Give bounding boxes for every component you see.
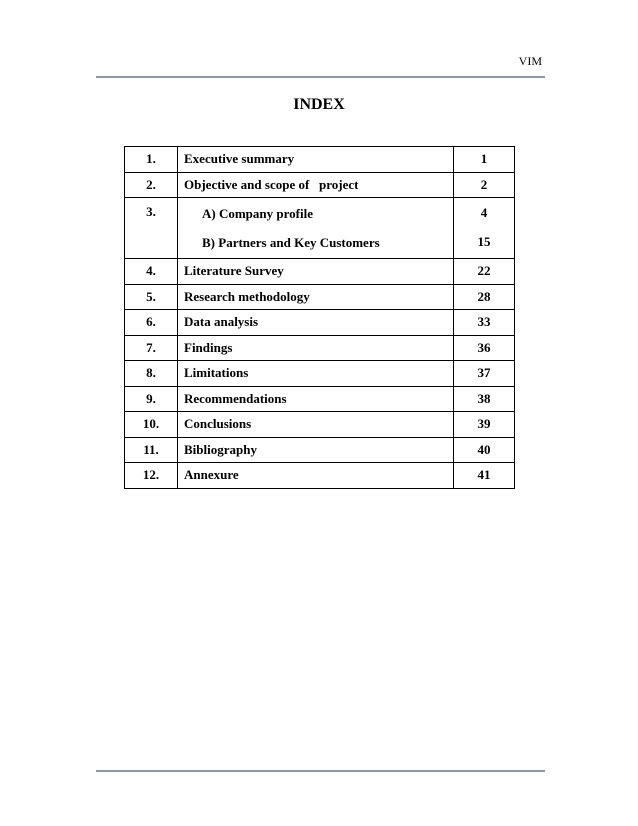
- row-page: 36: [454, 335, 515, 361]
- row-number: 2.: [125, 172, 178, 198]
- row-page: 37: [454, 361, 515, 387]
- row-topic: Findings: [178, 335, 454, 361]
- table-row: [125, 198, 515, 259]
- row-number: 7.: [125, 335, 178, 361]
- row-topic-text: Objective and scope of project: [184, 176, 359, 192]
- sub-topic: A) Company profile: [202, 206, 313, 221]
- sub-page: 4: [480, 205, 488, 220]
- table-row: [125, 147, 515, 173]
- row-topic: Executive summary: [178, 147, 454, 173]
- row-number: 9.: [125, 386, 178, 412]
- row-page: [454, 198, 515, 259]
- table-row: [125, 386, 515, 412]
- table-row: [125, 310, 515, 336]
- row-number: 6.: [125, 310, 178, 336]
- row-number: 1.: [125, 147, 178, 173]
- table-row: [125, 361, 515, 387]
- row-number: 12.: [125, 463, 178, 489]
- row-topic: Conclusions: [178, 412, 454, 438]
- row-page: 1: [454, 147, 515, 173]
- table-row: [125, 172, 515, 198]
- header-text: VIM: [518, 54, 542, 68]
- row-topic: Bibliography: [178, 437, 454, 463]
- row-topic: Research methodology: [178, 284, 454, 310]
- row-page: 38: [454, 386, 515, 412]
- row-topic: Limitations: [178, 361, 454, 387]
- row-page: 22: [454, 259, 515, 285]
- row-topic: [178, 198, 454, 259]
- table-row: [125, 463, 515, 489]
- row-page: 40: [454, 437, 515, 463]
- row-page: 2: [454, 172, 515, 198]
- row-topic: [178, 172, 454, 198]
- row-number: 4.: [125, 259, 178, 285]
- row-topic: Data analysis: [178, 310, 454, 336]
- table-row: [125, 259, 515, 285]
- row-number: 3.: [125, 198, 178, 259]
- table-row: [125, 284, 515, 310]
- row-page: 39: [454, 412, 515, 438]
- row-number: 10.: [125, 412, 178, 438]
- row-number: 5.: [125, 284, 178, 310]
- table-row: [125, 412, 515, 438]
- row-topic: Literature Survey: [178, 259, 454, 285]
- sub-topic: B) Partners and Key Customers: [202, 235, 380, 250]
- page-title: [0, 96, 638, 114]
- row-topic: Annexure: [178, 463, 454, 489]
- row-page: 28: [454, 284, 515, 310]
- page-title-text: INDEX: [293, 96, 345, 113]
- row-topic: Recommendations: [178, 386, 454, 412]
- table-row: [125, 437, 515, 463]
- row-number: 11.: [125, 437, 178, 463]
- table-row: [125, 335, 515, 361]
- index-table: [124, 146, 515, 489]
- footer-rule: [96, 770, 545, 772]
- row-number: 8.: [125, 361, 178, 387]
- row-page: 33: [454, 310, 515, 336]
- sub-page: 15: [477, 234, 491, 249]
- row-page: 41: [454, 463, 515, 489]
- header-rule: [96, 76, 545, 78]
